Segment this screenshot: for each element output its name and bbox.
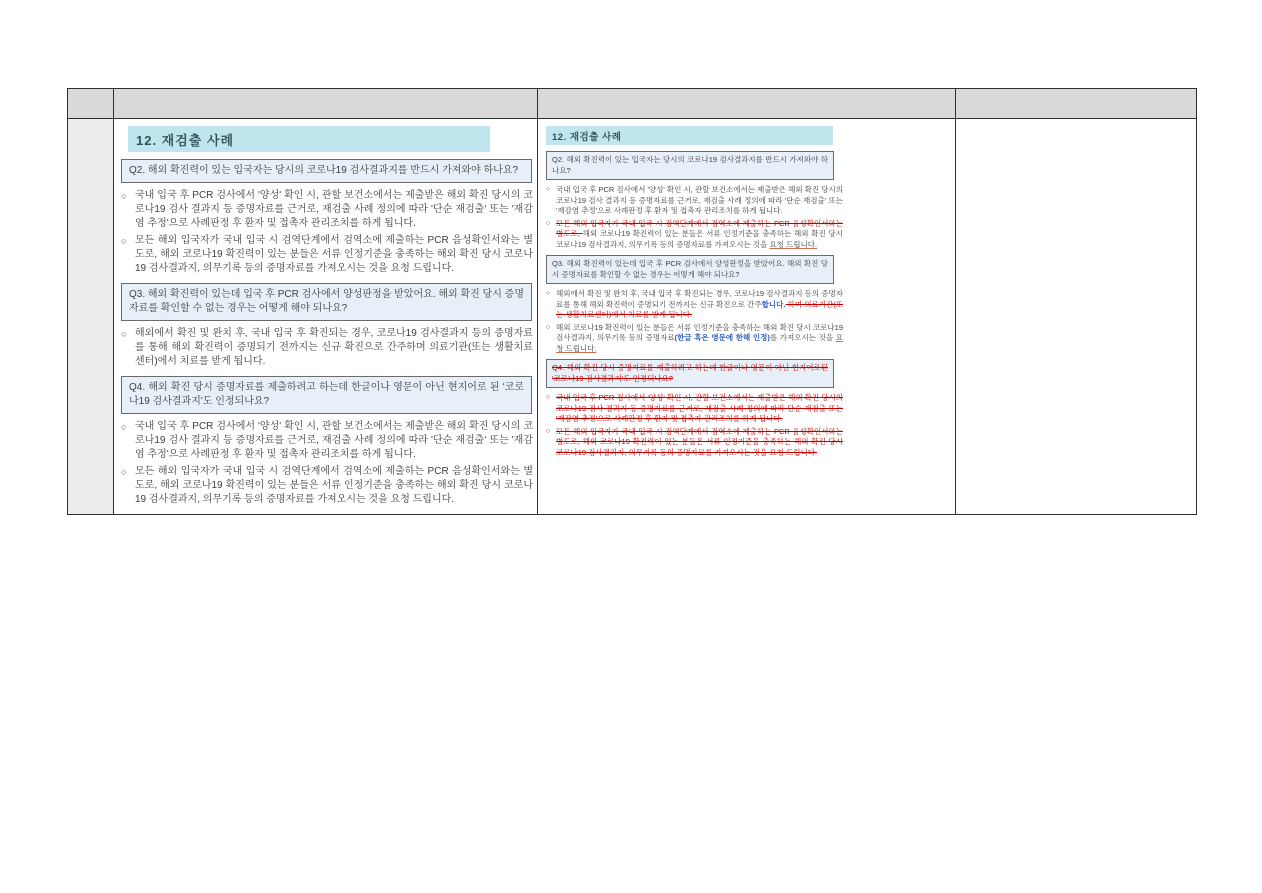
answer-bullet (546, 289, 843, 321)
text-run: 요청 드립니다. (769, 239, 818, 249)
answer-bullet (546, 219, 843, 251)
section-title: 12. 재검출 사례 (546, 126, 833, 145)
header-cell-revised (538, 89, 956, 119)
section-title: 12. 재검출 사례 (128, 126, 490, 152)
answer-bullet (121, 189, 533, 231)
answer-bullet (121, 234, 533, 276)
revised-version-content (538, 119, 955, 464)
text-run: 해외에서 확진 및 완치 후, 국내 입국 후 확진되는 경우, 코로나19 검사결과지 등의 증명자료를 통해 해외 확진력이 증명되기 전까지는 신규 확진으로 간주하며 의료기관(또는 생활치료센터)에서 치료를 받게 됩니다. (135, 328, 533, 367)
bullet-marker-icon: ○ (121, 329, 127, 339)
question-box (546, 255, 834, 284)
text-run: Q2. 해외 확진력이 있는 입국자는 당시의 코로나19 검사결과지를 반드시 가져와야 하나요? (129, 165, 519, 176)
deleted-text: 국내 입국 후 PCR 검사에서 '양성' 확인 시, 관할 보건소에서는 제출받은 해외 확진 당시의 코로나19 검사 결과지 등 증명자료를 근거로, 재검출 사례 정의에 따라 단순 재검출 또는 '재감염 추정'으로 사례판정 후 환자 및 접촉자 관리조치를 하게 됩니다. (556, 393, 843, 423)
question-box (546, 151, 834, 180)
text-run: 모든 해외 입국자가 국내 입국 시 검역단계에서 검역소에 제출하는 PCR 음성확인서와는 별도로, 해외 코로나19 확진력이 있는 분들은 서류 인정기준을 충족하는 해외 확진 당시 코로나19 검사결과지, 의무기록 등의 증명자료를 가져오시는 것을 요청 드립니다. (135, 466, 533, 505)
bullet-marker-icon: ○ (121, 422, 127, 432)
text-run: 모든 해외 입국자가 국내 입국 시 검역단계에서 검역소에 제출하는 PCR 음성확인서와는 별도로, 해외 코로나19 확진력이 있는 분들은 서류 인정기준을 충족하는 해외 확진 당시 코로나19 검사결과지, 의무기록 등의 증명자료를 가져오시는 것을 요청 드립니다. (135, 235, 533, 274)
answer-bullet (546, 185, 843, 217)
answer-bullet (546, 393, 843, 425)
notes-cell (956, 119, 1197, 515)
text-run: 해외에서 확진 및 완치 후, 국내 입국 후 확진되는 경우, 코로나19 검사결과지 등의 증명자료를 통해 해외 확진력이 증명되기 전까지는 신규 확진으로 간주 (556, 289, 843, 309)
question-box (121, 159, 532, 183)
bullet-marker-icon: ○ (546, 427, 551, 435)
deleted-text: 하며 의료기관(또는 생활치료센터)에서 치료를 받게 됩니다. (556, 299, 843, 319)
answer-bullet (546, 427, 843, 459)
row-label-cell (68, 119, 114, 515)
bullet-marker-icon: ○ (546, 219, 551, 227)
header-cell-rowlabel (68, 89, 114, 119)
bullet-marker-icon: ○ (121, 467, 127, 477)
deleted-text: 모든 해외 입국자가 국내 입국 시 검역단계에서 검역소에 제출하는 PCR 음성확인서와는 별도로, 해외 코로나19 확진력이 있는 분들은 서류 인정기준을 충족하는 해외 확진 당시 코로나19 검사결과지, 의무기록 등의 증명자료를 가져오시는 것을 요청 드립니다. (556, 426, 843, 457)
inserted-text: 합니다. (761, 299, 786, 309)
text-run: 해외 코로나19 확진력이 있는 분들은 서류 인정기준을 충족하는 해외 확진 당시 코로나19 검사결과지, 의무기록 등의 증명자료를 가져오시는 것을 (556, 229, 843, 249)
question-box (121, 376, 532, 414)
text-run: 를 가져오시는 것을 (769, 333, 836, 342)
text-run: 국내 입국 후 PCR 검사에서 '양성' 확인 시, 관할 보건소에서는 제출받은 해외 확진 당시의 코로나19 검사 결과지 등 증명자료를 근거로, 재검출 사례 정의에 따라 '단순 재검출' 또는 '재감염 추정'으로 사례판정 후 환자 및 접촉자 관리조치를 하게 됩니다. (556, 185, 843, 215)
text-run: Q4. 해외 확진 당시 증명자료를 제출하려고 하는데 한글이나 영문이 아닌 현지어로 된 '코로나19 검사결과지'도 인정되나요? (129, 382, 524, 407)
answer-bullet (121, 465, 533, 507)
bullet-marker-icon: ○ (121, 236, 127, 246)
header-cell-original (114, 89, 538, 119)
text-run: 해외 코로나19 확진력이 있는 분들은 서류 인정기준을 충족하는 해외 확진 당시 코로나19 검사결과지, 의무기록 등의 증명자료 (556, 322, 843, 342)
answer-bullet (121, 420, 533, 462)
text-run: 요청 드립니다. (556, 333, 843, 353)
text-run: 국내 입국 후 PCR 검사에서 '양성' 확인 시, 관할 보건소에서는 제출받은 해외 확진 당시의 코로나19 검사 결과지 등 증명자료를 근거로, 재검출 사례 정의에 따라 '단순 재검출' 또는 '재감염 추정'으로 사례판정 후 환자 및 접촉자 관리조치를 하게 됩니다. (135, 421, 533, 460)
answer-bullet (546, 323, 843, 355)
header-cell-notes (956, 89, 1197, 119)
bullet-marker-icon: ○ (546, 323, 551, 331)
text-run: 국내 입국 후 PCR 검사에서 '양성' 확인 시, 관할 보건소에서는 제출받은 해외 확진 당시의 코로나19 검사 결과지 등 증명자료를 근거로, 재검출 사례 정의에 따라 '단순 재검출' 또는 '재감염 추정'으로 사례판정 후 환자 및 접촉자 관리조치를 하게 됩니다. (135, 190, 533, 229)
original-version-content (114, 119, 537, 514)
question-box (121, 283, 532, 321)
bullet-marker-icon: ○ (121, 191, 127, 201)
comparison-table (67, 88, 1197, 515)
original-version-cell (114, 119, 538, 515)
deleted-text: Q4. 해외 확진 당시 증명자료를 제출하려고 하는데 한글이나 영문이 아닌 현지어로된 '코로나19 검사결과지'도 인정되나요? (552, 363, 828, 383)
text-run: Q3. 해외 확진력이 있는데 입국 후 PCR 검사에서 양성판정을 받았어요. 해외 확진 당시 증명자료를 확인할 수 없는 경우는 어떻게 해야 되나요? (129, 289, 524, 314)
inserted-text: (한글 혹은 영문에 한해 인정) (674, 333, 770, 342)
revised-version-cell (538, 119, 956, 515)
bullet-marker-icon: ○ (546, 186, 551, 193)
text-run: Q3. 해외 확진력이 있는데 입국 후 PCR 검사에서 양성판정을 받았어요. 해외 확진 당시 증명자료를 확인할 수 없는 경우는 어떻게 해야 되나요? (552, 259, 828, 279)
bullet-marker-icon: ○ (546, 290, 551, 297)
bullet-marker-icon: ○ (546, 394, 551, 401)
text-run: Q2. 해외 확진력이 있는 입국자는 당시의 코로나19 검사결과지를 반드시 가져와야 하나요? (552, 155, 828, 175)
deleted-text: 모든 해외 입국자가 국내 입국 시 검역단계에서 검역소에 제출하는 PCR 음성확인서와는 별도로, (556, 218, 843, 238)
answer-bullet (121, 327, 533, 369)
question-box (546, 359, 834, 388)
